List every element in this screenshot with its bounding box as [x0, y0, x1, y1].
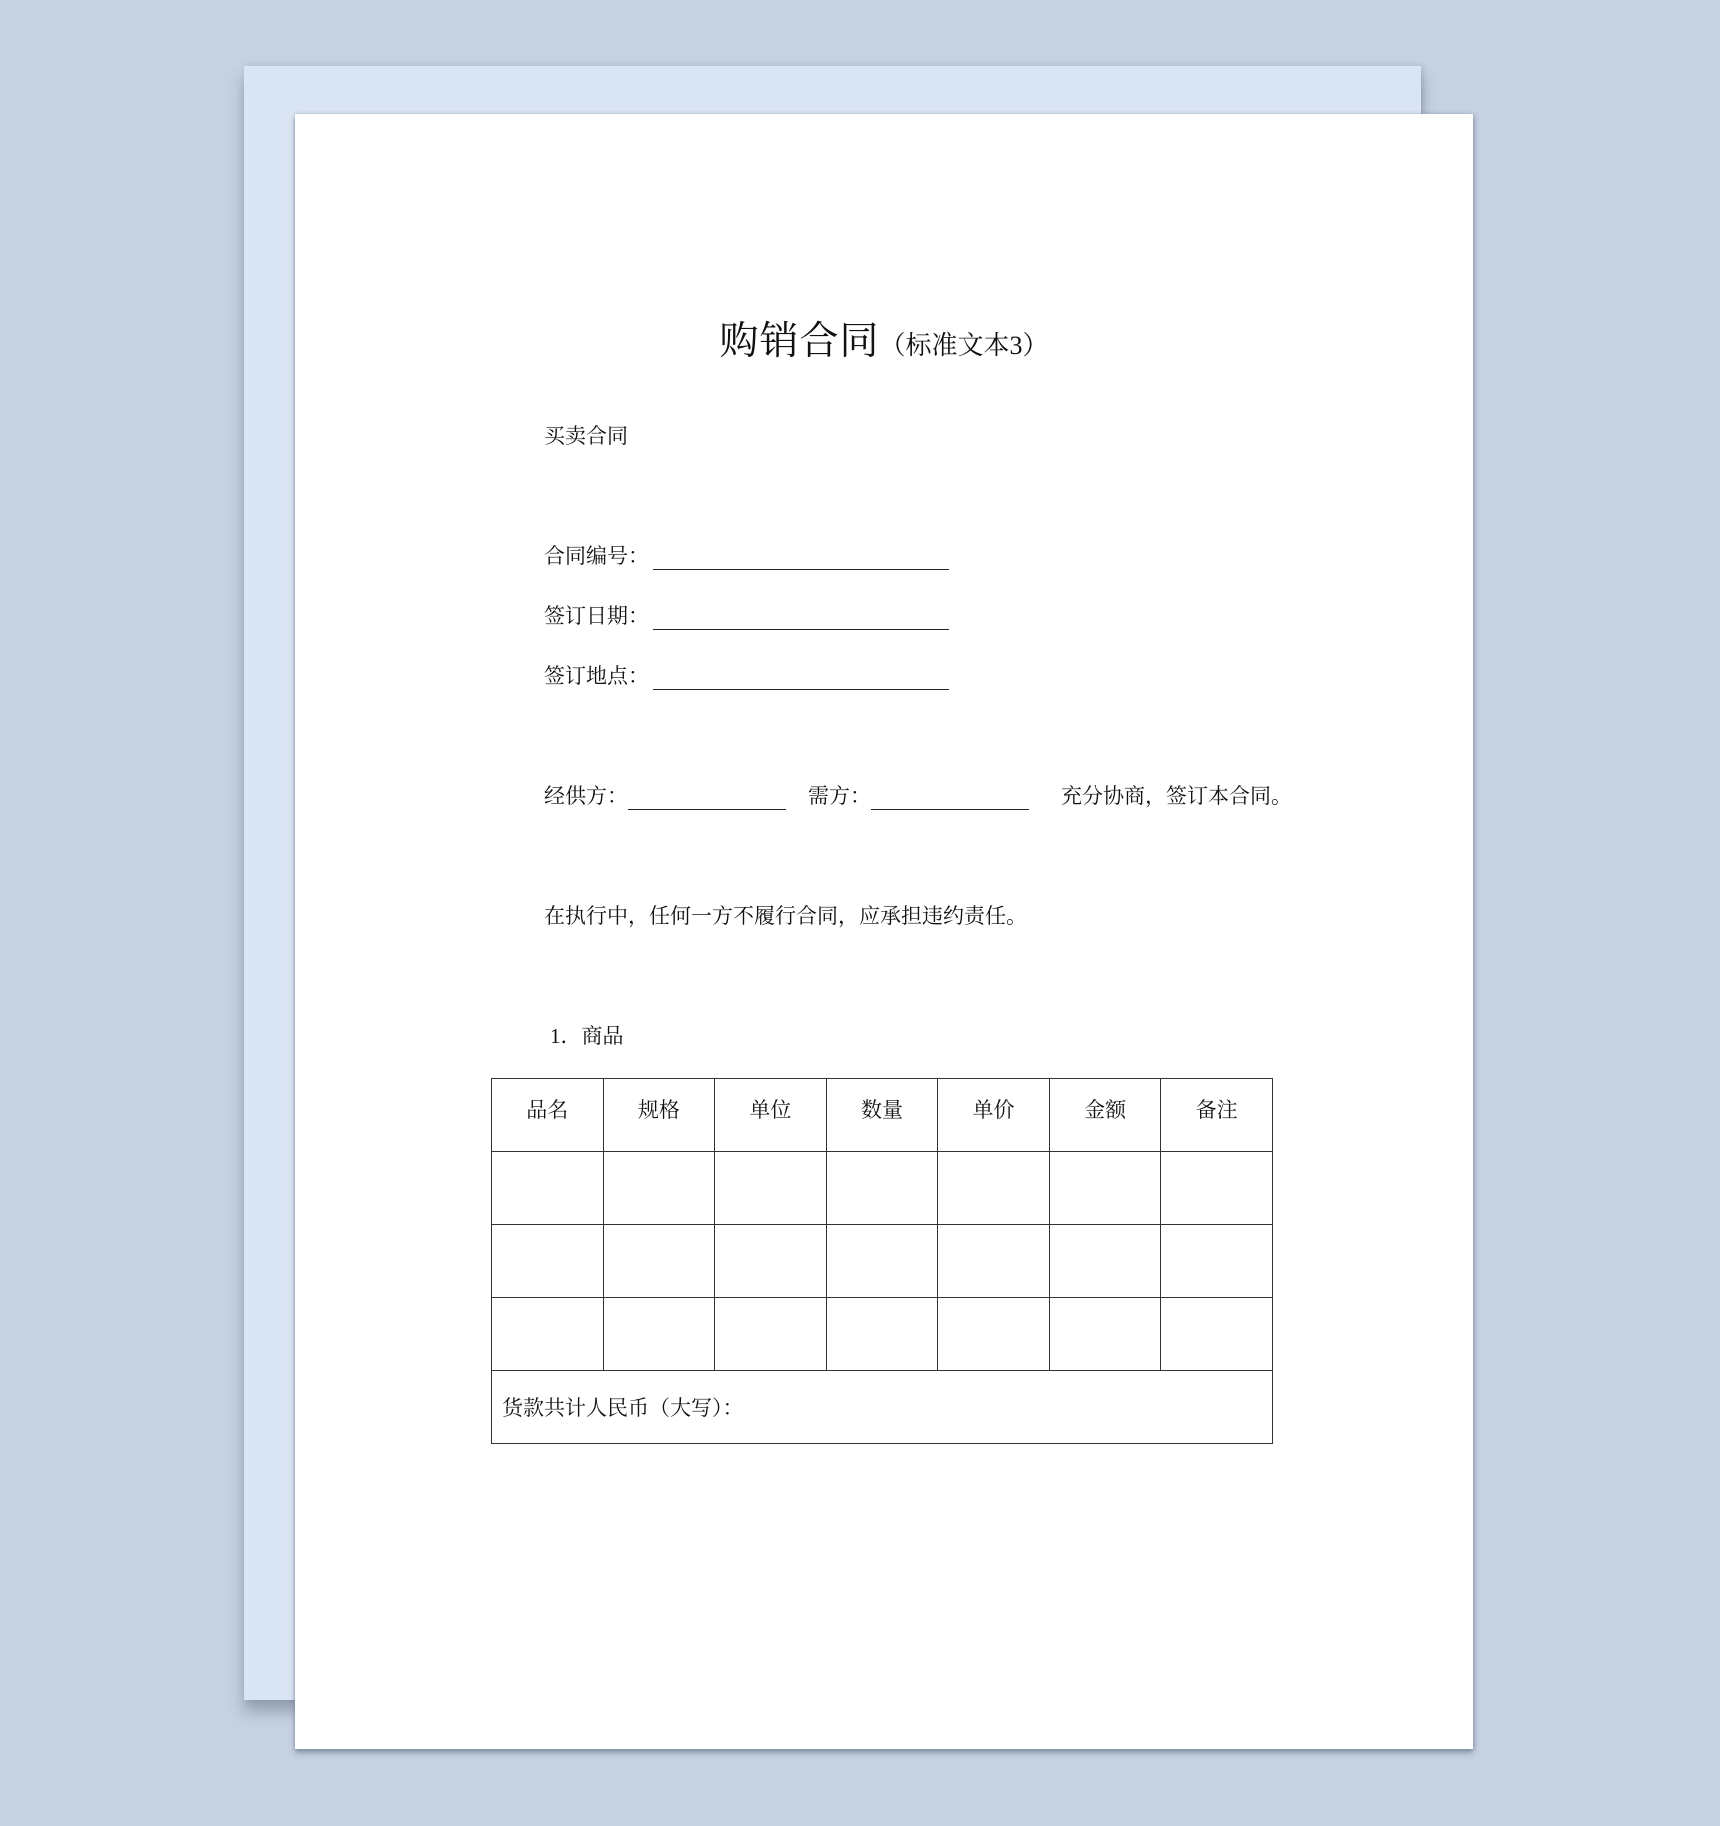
- document-page: [295, 114, 1473, 1749]
- document-title: [295, 310, 1473, 366]
- field-label: 签订日期：: [544, 604, 649, 628]
- header-cell: 品名: [492, 1079, 604, 1152]
- sign-place-input[interactable]: [653, 664, 949, 690]
- parties-tail: 充分协商，签订本合同。: [1061, 784, 1292, 808]
- table-row: [492, 1225, 1273, 1298]
- table-cell[interactable]: [938, 1298, 1050, 1371]
- table-cell[interactable]: [1161, 1298, 1273, 1371]
- field-sign-date: [544, 600, 949, 630]
- table-cell[interactable]: [1049, 1298, 1161, 1371]
- table-cell[interactable]: [1049, 1225, 1161, 1298]
- field-label: 合同编号：: [544, 544, 649, 568]
- table-cell[interactable]: [826, 1298, 938, 1371]
- field-sign-place: [544, 660, 949, 690]
- table-cell[interactable]: [938, 1152, 1050, 1225]
- header-cell: 单位: [715, 1079, 827, 1152]
- table-cell[interactable]: [715, 1298, 827, 1371]
- header-cell: 规格: [603, 1079, 715, 1152]
- header-cell: 备注: [1161, 1079, 1273, 1152]
- contract-number-input[interactable]: [653, 544, 949, 570]
- table-cell[interactable]: [1161, 1225, 1273, 1298]
- table-cell[interactable]: [715, 1152, 827, 1225]
- table-row: [492, 1298, 1273, 1371]
- header-cell: 金额: [1049, 1079, 1161, 1152]
- section-goods-heading: 1．商品: [550, 1024, 624, 1048]
- parties-line: [544, 780, 1292, 810]
- table-cell[interactable]: [603, 1225, 715, 1298]
- goods-table: [491, 1078, 1273, 1444]
- table-cell[interactable]: [1161, 1152, 1273, 1225]
- total-amount-cell[interactable]: 货款共计人民币（大写）：: [492, 1371, 1273, 1444]
- table-row: [492, 1152, 1273, 1225]
- field-contract-number: [544, 540, 949, 570]
- table-cell[interactable]: [492, 1225, 604, 1298]
- buyer-input[interactable]: [871, 784, 1029, 810]
- table-cell[interactable]: [938, 1225, 1050, 1298]
- header-cell: 单价: [938, 1079, 1050, 1152]
- breach-clause: 在执行中，任何一方不履行合同，应承担违约责任。: [544, 904, 1027, 928]
- title-main: 购销合同: [719, 319, 880, 364]
- table-cell[interactable]: [492, 1298, 604, 1371]
- supplier-input[interactable]: [628, 784, 786, 810]
- header-cell: 数量: [826, 1079, 938, 1152]
- subheading: 买卖合同: [544, 424, 628, 448]
- table-cell[interactable]: [603, 1152, 715, 1225]
- table-cell[interactable]: [492, 1152, 604, 1225]
- table-total-row: [492, 1371, 1273, 1444]
- table-cell[interactable]: [826, 1225, 938, 1298]
- table-cell[interactable]: [1049, 1152, 1161, 1225]
- table-header-row: [492, 1079, 1273, 1152]
- table-cell[interactable]: [715, 1225, 827, 1298]
- table-cell[interactable]: [603, 1298, 715, 1371]
- sign-date-input[interactable]: [653, 604, 949, 630]
- supplier-label: 经供方：: [544, 784, 628, 808]
- title-subtitle: （标准文本3）: [879, 331, 1049, 360]
- buyer-label: 需方：: [808, 784, 871, 808]
- table-cell[interactable]: [826, 1152, 938, 1225]
- field-label: 签订地点：: [544, 664, 649, 688]
